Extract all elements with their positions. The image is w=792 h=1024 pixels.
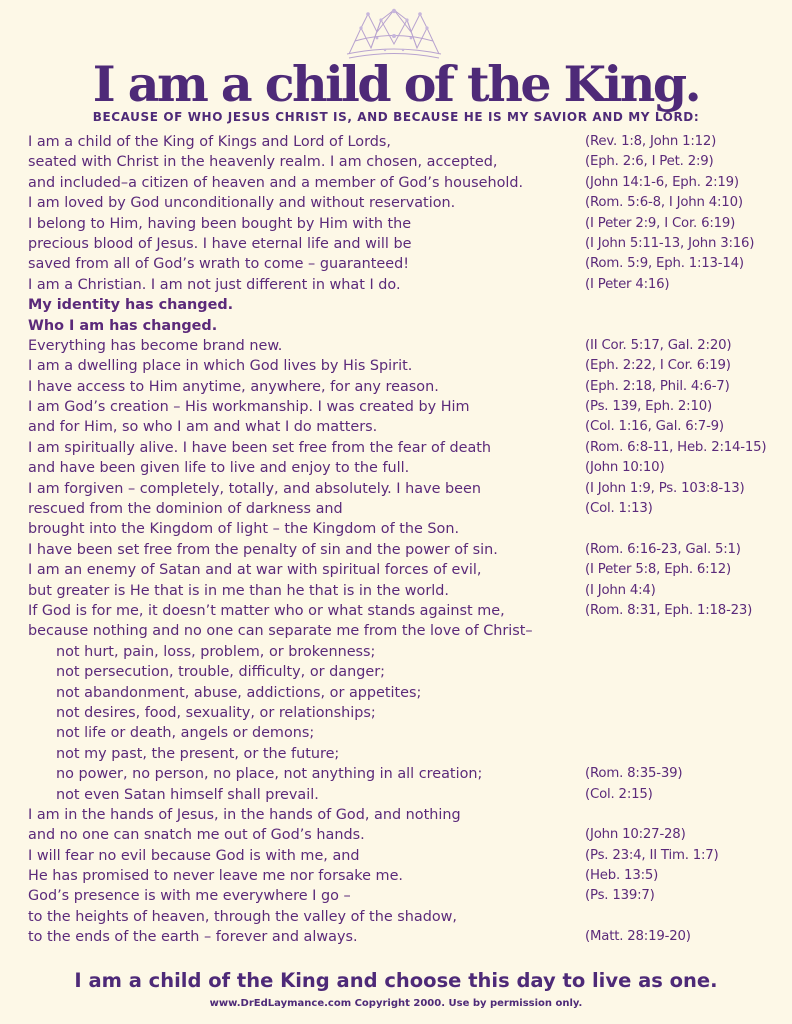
affirmation-line <box>28 886 778 906</box>
affirmation-line <box>28 744 778 764</box>
page-title: I am a child of the King. <box>92 55 700 113</box>
affirmation-line <box>28 214 778 234</box>
affirmation-text: brought into the Kingdom of light – the Kingdom of the Son. <box>28 521 460 538</box>
page-subtitle: BECAUSE OF WHO JESUS CHRIST IS, AND BECAUSE HE IS MY SAVIOR AND MY LORD: <box>92 110 700 124</box>
affirmation-text: and for Him, so who I am and what I do matters. <box>28 419 378 436</box>
affirmation-line <box>28 234 778 254</box>
affirmation-line <box>28 275 778 295</box>
affirmation-line <box>28 703 778 723</box>
affirmation-text: I am in the hands of Jesus, in the hands of God, and nothing <box>28 806 461 823</box>
affirmation-line <box>28 785 778 805</box>
affirmation-text: and no one can snatch me out of God’s hands. <box>28 827 365 844</box>
affirmation-line <box>28 846 778 866</box>
affirmation-text: to the heights of heaven, through the valley of the shadow, <box>28 908 457 925</box>
affirmation-text: not even Satan himself shall prevail. <box>56 786 319 803</box>
affirmation-text: I am a dwelling place in which God lives by His Spirit. <box>28 358 413 375</box>
affirmation-line <box>28 479 778 499</box>
affirmation-text: saved from all of God’s wrath to come – guaranteed! <box>28 256 410 273</box>
closing-statement: I am a child of the King and choose this day to live as one. <box>74 969 718 992</box>
affirmation-text: precious blood of Jesus. I have eternal life and will be <box>28 235 412 252</box>
scripture-reference: (Matt. 28:19-20) <box>585 929 691 945</box>
affirmation-text: seated with Christ in the heavenly realm. I am chosen, accepted, <box>28 154 498 171</box>
scripture-reference: (Eph. 2:22, I Cor. 6:19) <box>585 358 731 374</box>
affirmation-line <box>28 193 778 213</box>
affirmation-line <box>28 907 778 927</box>
affirmation-text: and have been given life to live and enjoy to the full. <box>28 460 410 477</box>
scripture-reference: (Rom. 5:6-8, I John 4:10) <box>585 195 743 211</box>
affirmation-text: I am spiritually alive. I have been set free from the fear of death <box>28 439 492 456</box>
scripture-reference: (Rom. 8:35-39) <box>585 766 683 782</box>
affirmation-list <box>28 132 778 948</box>
affirmation-line <box>28 662 778 682</box>
affirmation-text: I am a Christian. I am not just different in what I do. <box>28 276 401 293</box>
affirmation-line <box>28 927 778 947</box>
affirmation-text: not life or death, angels or demons; <box>56 725 315 742</box>
scripture-reference: (Rom. 6:16-23, Gal. 5:1) <box>585 541 741 557</box>
affirmation-text: He has promised to never leave me nor forsake me. <box>28 868 404 885</box>
affirmation-line <box>28 458 778 478</box>
scripture-reference: (John 10:10) <box>585 460 665 476</box>
affirmation-text: because nothing and no one can separate me from the love of Christ– <box>28 623 533 640</box>
affirmation-line <box>28 377 778 397</box>
scripture-reference: (John 10:27-28) <box>585 827 686 843</box>
affirmation-line <box>28 581 778 601</box>
affirmation-line <box>28 601 778 621</box>
scripture-reference: (I Peter 5:8, Eph. 6:12) <box>585 562 731 578</box>
affirmation-line <box>28 540 778 560</box>
affirmation-line <box>28 560 778 580</box>
affirmation-line <box>28 805 778 825</box>
affirmation-text: If God is for me, it doesn’t matter who or what stands against me, <box>28 602 505 619</box>
affirmation-line <box>28 417 778 437</box>
affirmation-text: I am forgiven – completely, totally, and absolutely. I have been <box>28 480 481 497</box>
affirmation-text: I am an enemy of Satan and at war with spiritual forces of evil, <box>28 562 482 579</box>
affirmation-text: not desires, food, sexuality, or relationships; <box>56 704 376 721</box>
affirmation-line <box>28 723 778 743</box>
affirmation-text: no power, no person, no place, not anything in all creation; <box>56 766 483 783</box>
affirmation-line <box>28 764 778 784</box>
affirmation-text: not persecution, trouble, difficulty, or danger; <box>56 664 385 681</box>
scripture-reference: (Col. 1:16, Gal. 6:7-9) <box>585 419 724 435</box>
scripture-reference: (John 14:1-6, Eph. 2:19) <box>585 174 739 190</box>
scripture-reference: (Ps. 23:4, II Tim. 1:7) <box>585 847 719 863</box>
affirmation-text: Who I am has changed. <box>28 317 218 334</box>
affirmation-line <box>28 519 778 539</box>
affirmation-line <box>28 621 778 641</box>
scripture-reference: (Eph. 2:18, Phil. 4:6-7) <box>585 378 730 394</box>
affirmation-line <box>28 825 778 845</box>
affirmation-text: I am God’s creation – His workmanship. I was created by Him <box>28 399 470 416</box>
affirmation-line <box>28 295 778 315</box>
affirmation-text: I will fear no evil because God is with me, and <box>28 847 360 864</box>
scripture-reference: (I John 5:11-13, John 3:16) <box>585 235 755 251</box>
affirmation-line <box>28 132 778 152</box>
scripture-reference: (II Cor. 5:17, Gal. 2:20) <box>585 337 732 353</box>
affirmation-line <box>28 173 778 193</box>
affirmation-line <box>28 397 778 417</box>
scripture-reference: (I Peter 4:16) <box>585 276 670 292</box>
affirmation-text: and included–a citizen of heaven and a member of God’s household. <box>28 174 524 191</box>
scripture-reference: (Eph. 2:6, I Pet. 2:9) <box>585 154 714 170</box>
affirmation-line <box>28 438 778 458</box>
scripture-reference: (Rev. 1:8, John 1:12) <box>585 134 717 149</box>
affirmation-text: but greater is He that is in me than he that is in the world. <box>28 582 449 599</box>
affirmation-text: not my past, the present, or the future; <box>56 745 340 762</box>
affirmation-text: I belong to Him, having been bought by Him with the <box>28 215 412 232</box>
scripture-reference: (Rom. 8:31, Eph. 1:18-23) <box>585 602 753 618</box>
affirmation-text: I am loved by God unconditionally and without reservation. <box>28 195 456 212</box>
scripture-reference: (Ps. 139:7) <box>585 888 655 904</box>
scripture-reference: (Col. 1:13) <box>585 501 653 517</box>
affirmation-text: Everything has become brand new. <box>28 337 283 354</box>
affirmation-line <box>28 356 778 376</box>
affirmation-text: I have access to Him anytime, anywhere, for any reason. <box>28 378 439 395</box>
affirmation-text: God’s presence is with me everywhere I go – <box>28 888 351 905</box>
affirmation-line <box>28 683 778 703</box>
affirmation-line <box>28 499 778 519</box>
affirmation-text: not abandonment, abuse, addictions, or appetites; <box>56 684 422 701</box>
affirmation-line <box>28 336 778 356</box>
affirmation-text: I am a child of the King of Kings and Lord of Lords, <box>28 134 391 150</box>
copyright-notice: www.DrEdLaymance.com Copyright 2000. Use by permission only. <box>209 998 583 1009</box>
scripture-reference: (Rom. 6:8-11, Heb. 2:14-15) <box>585 439 767 455</box>
scripture-reference: (I Peter 2:9, I Cor. 6:19) <box>585 215 736 231</box>
affirmation-text: not hurt, pain, loss, problem, or brokenness; <box>56 643 376 660</box>
scripture-reference: (Ps. 139, Eph. 2:10) <box>585 399 712 415</box>
affirmation-text: to the ends of the earth – forever and always. <box>28 929 358 946</box>
affirmation-text: rescued from the dominion of darkness and <box>28 501 343 518</box>
scripture-reference: (I John 4:4) <box>585 582 656 598</box>
affirmation-line <box>28 642 778 662</box>
affirmation-line <box>28 316 778 336</box>
scripture-reference: (Col. 2:15) <box>585 786 653 802</box>
scripture-reference: (Heb. 13:5) <box>585 868 659 884</box>
affirmation-line <box>28 152 778 172</box>
affirmation-line <box>28 254 778 274</box>
affirmation-text: I have been set free from the penalty of sin and the power of sin. <box>28 541 498 558</box>
affirmation-line <box>28 866 778 886</box>
scripture-reference: (I John 1:9, Ps. 103:8-13) <box>585 480 745 496</box>
scripture-reference: (Rom. 5:9, Eph. 1:13-14) <box>585 256 744 272</box>
affirmation-text: My identity has changed. <box>28 297 234 314</box>
